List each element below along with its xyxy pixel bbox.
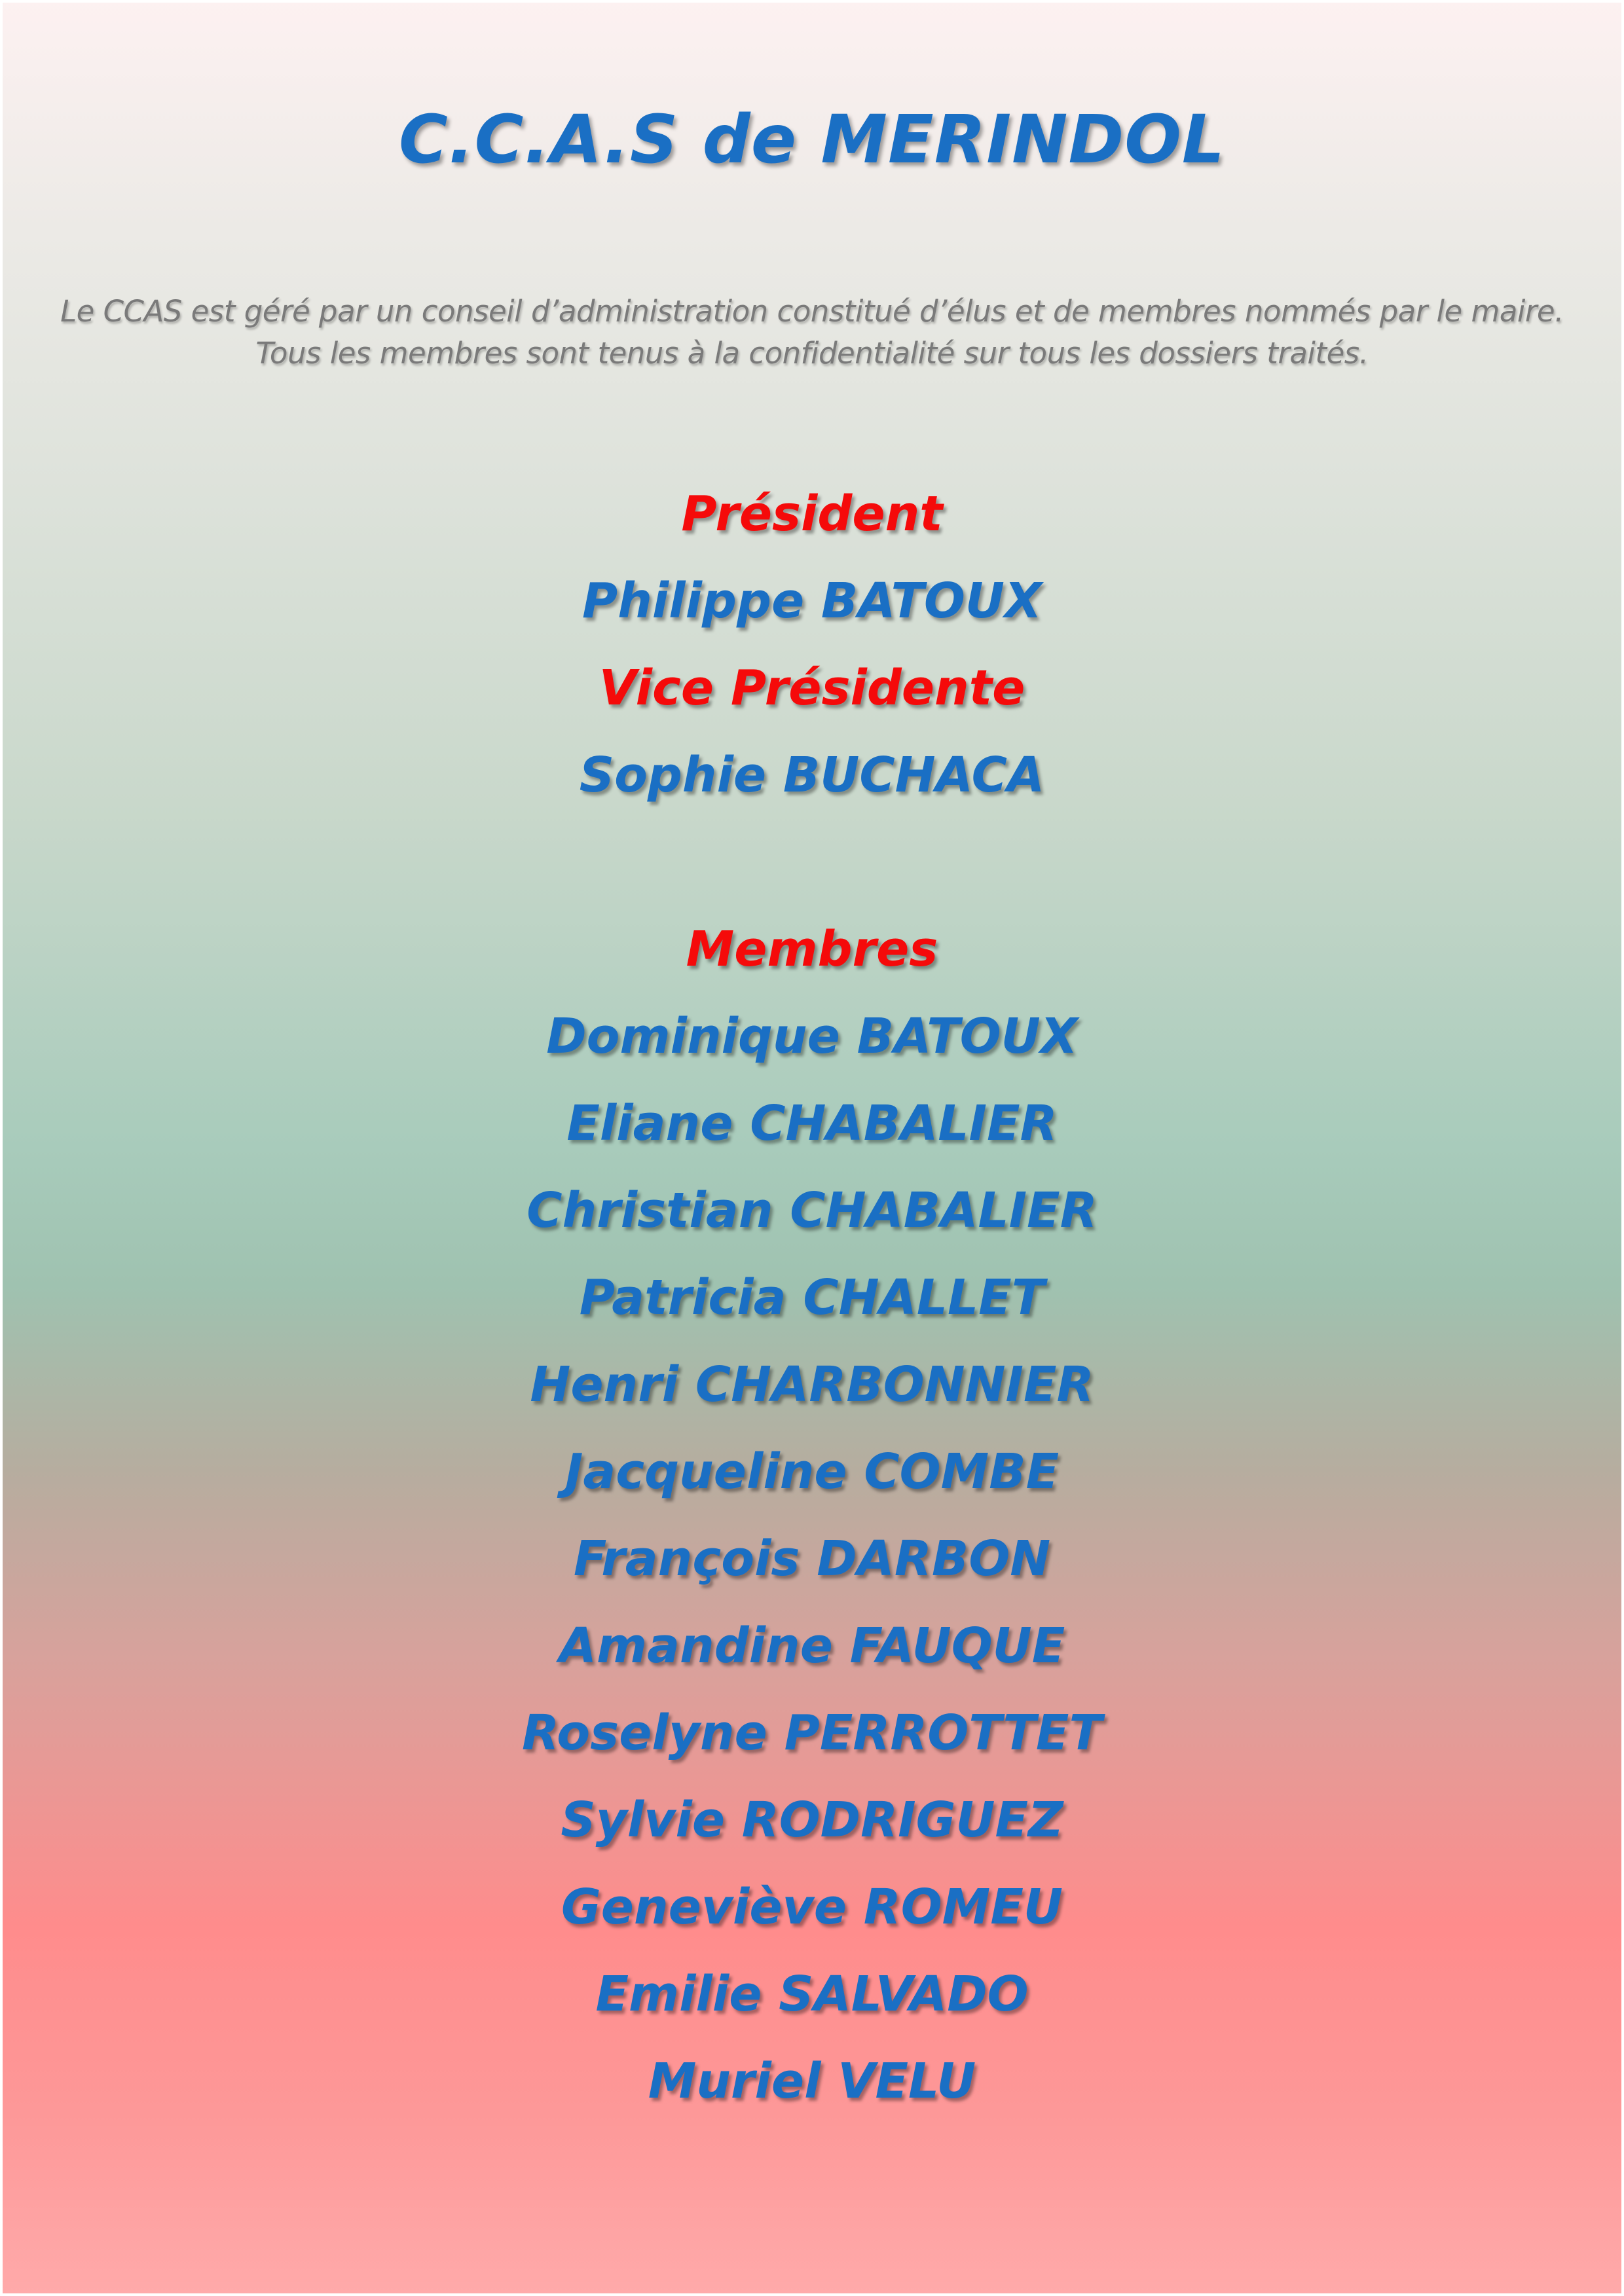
members-label: Membres (686, 921, 938, 977)
council-list (3, 471, 1621, 2125)
spacer (3, 819, 1621, 906)
member-name: Roselyne PERROTTET (522, 1705, 1102, 1761)
member-name: Christian CHABALIER (526, 1182, 1098, 1239)
member-name: François DARBON (573, 1531, 1051, 1587)
member-name: Eliane CHABALIER (566, 1095, 1058, 1152)
member-name: Jacqueline COMBE (564, 1444, 1060, 1500)
member-name: Patricia CHALLET (579, 1269, 1045, 1326)
president-name: Philippe BATOUX (581, 573, 1043, 629)
intro-text (16, 291, 1608, 374)
member-name: Muriel VELU (648, 2053, 976, 2109)
vice-president-name: Sophie BUCHACA (579, 747, 1045, 803)
page-title: C.C.A.S de MERINDOL (399, 101, 1225, 179)
member-name: Amandine FAUQUE (559, 1618, 1065, 1674)
intro-line-2: Tous les membres sont tenus à la confidentialité sur tous les dossiers traités. (255, 336, 1369, 371)
member-name: Emilie SALVADO (595, 1966, 1029, 2022)
member-name: Henri CHARBONNIER (530, 1357, 1094, 1413)
intro-line-1: Le CCAS est géré par un conseil d’administration constitué d’élus et de membres nommés par le maire. (60, 294, 1564, 329)
member-name: Sylvie RODRIGUEZ (561, 1792, 1063, 1848)
member-name: Dominique BATOUX (546, 1008, 1078, 1065)
member-name: Geneviève ROMEU (561, 1879, 1063, 1935)
president-label: Président (681, 486, 943, 542)
vice-president-label: Vice Présidente (599, 660, 1025, 716)
